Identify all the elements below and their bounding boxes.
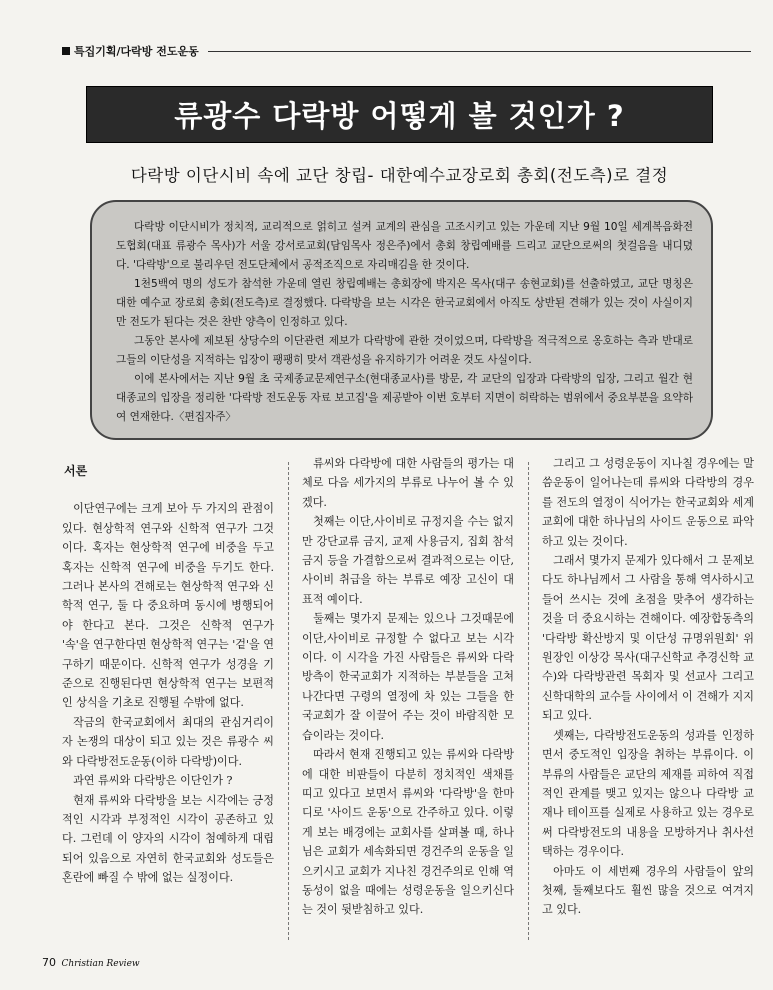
body-paragraph: 아마도 이 세번째 경우의 사람들이 앞의 첫째, 둘째보다도 훨씬 많을 것으로 여겨지고 있다. bbox=[542, 864, 754, 917]
body-paragraph: 그래서 몇가지 문제가 있다해서 그 문제보다도 하나님께서 그 사람을 통해 역사하시고 들어 쓰시는 것에 초점을 맞추어 생각하는 것을 더 중요시하는 견해이다. 예장합동측의 '다락방 확산방지 및 이단성 규명위원회' 위원장인 이상강 목사(대구신학교 추경신학 교수)와 다락방관련 목회자 및 선교사 그리고 신학대학의 교수들 사이에서 이 견해가 지지되고 있다. bbox=[542, 554, 754, 723]
body-paragraph: 류씨와 다락방에 대한 사람들의 평가는 대체로 다음 세가지의 부류로 나누어 볼 수 있겠다. bbox=[302, 457, 514, 509]
body-paragraph: 첫째는 이단,사이비로 규정지을 수는 없지만 강단교류 금지, 교제 사용금지, 집회 참석 금지 등을 가결함으로써 결과적으로는 이단,사이비 취급을 하는 부류로 예장 고신이 대표적 예이다. bbox=[302, 515, 514, 606]
summary-paragraph: 이에 본사에서는 지난 9월 초 국제종교문제연구소(현대종교사)를 방문, 각 교단의 입장과 다락방의 입장, 그리고 월간 현대종교의 입장을 정리한 '다락방 전도운동 자료 보고집'을 제공받아 이번 호부터 지면이 허락하는 범위에서 중요부분을 요약하여 연재한다.〈편집자주〉 bbox=[116, 373, 693, 423]
summary-paragraph: 그동안 본사에 제보된 상당수의 이단관련 제보가 다락방에 관한 것이었으며, 다락방을 적극적으로 옹호하는 측과 반대로 그들의 이단성을 지적하는 입장이 팽팽히 맞서 객관성을 유지하기가 어려운 것도 사실이다. bbox=[116, 335, 693, 366]
square-bullet-icon bbox=[62, 47, 70, 55]
body-paragraph: 과연 류씨와 다락방은 이단인가 ? bbox=[73, 774, 233, 788]
body-column-2 bbox=[302, 454, 514, 949]
body-paragraph: 셋째는, 다락방전도운동의 성과를 인정하면서 중도적인 입장을 취하는 부류이다. 이 부류의 사람들은 교단의 제재를 피하여 직접적인 관계를 맺고 있지는 않으나 다락방 교재나 테이프를 실제로 사용하고 있는 경우로써 다락방전도의 내용을 모방하거나 취사선택하는 경우이다. bbox=[542, 728, 754, 859]
section-label bbox=[62, 43, 199, 59]
summary-paragraph: 다락방 이단시비가 정치적, 교리적으로 얽히고 설켜 교계의 관심을 고조시키고 있는 가운데 지난 9월 10일 세계복음화전도협회(대표 류광수 목사)가 서울 강서로교회(담임목사 정은주)에서 총회 창립예배를 드리고 교단으로써의 첫걸음을 내디뎠다. '다락방'으로 불리우던 전도단체에서 공적조직으로 자리매김을 한 것이다. bbox=[116, 221, 693, 271]
body-column-3 bbox=[542, 454, 754, 949]
section-rule bbox=[208, 51, 751, 52]
column-divider bbox=[528, 462, 529, 940]
column-divider bbox=[288, 462, 289, 940]
editor-summary-box bbox=[90, 200, 713, 440]
summary-paragraph: 1천5백여 명의 성도가 참석한 가운데 열린 창립예배는 총회장에 박지은 목사(대구 송현교회)를 선출하였고, 교단 명칭은 대한 예수교 장로회 총회(전도측)로 결정했다. 다락방을 보는 시각은 한국교회에서 아직도 상반된 견해가 있는 것이 사실이지만 전도가 된다는 것은 찬반 양측이 인정하고 있다. bbox=[116, 278, 693, 328]
body-paragraph: 현재 류씨와 다락방을 보는 시각에는 긍정적인 시각과 부정적인 시각이 공존하고 있다. 그런데 이 양자의 시각이 첨예하게 대립되어 있음으로 자연히 한국교회와 성도들은 혼란에 빠질 수 밖에 없는 실정이다. bbox=[62, 793, 274, 885]
body-paragraph: 이단연구에는 크게 보아 두 가지의 관점이 있다. 현상학적 연구와 신학적 연구가 그것이다. 혹자는 현상학적 연구에 비중을 두고 혹자는 신학적 연구에 비중을 두기도 한다. 그러나 본사의 견해로는 현상학적 연구와 신학적 연구, 둘 다 중요하며 동시에 병행되어야 한다고 본다. 그것은 신학적 연구가 '속'을 연구한다면 현상학적 연구는 '겉'을 연구하기 때문이다. 신학적 연구가 성경을 기준으로 진행된다면 현상학적 연구는 보편적인 상식을 기초로 진행될 수밖에 없다. bbox=[62, 502, 274, 710]
body-column-1 bbox=[62, 454, 274, 949]
body-paragraph: 그리고 그 성령운동이 지나칠 경우에는 말씀운동이 일어나는데 류씨와 다락방의 경우를 전도의 열정이 식어가는 한국교회와 세계교회에 대한 하나님의 사이드 운동으로 파악하고 있는 것이다. bbox=[542, 457, 754, 548]
body-paragraph: 둘째는 몇가지 문제는 있으나 그것때문에 이단,사이비로 규정할 수 없다고 보는 시각이다. 이 시각을 가진 사람들은 류씨와 다락방측이 한국교회가 지적하는 부분들을 고쳐나간다면 구령의 열정에 차 있는 그들을 한국교회가 잘 이끌어 주는 것이 바람직한 모습이라는 것이다. bbox=[302, 612, 514, 742]
magazine-name: Christian Review bbox=[61, 959, 140, 969]
section-label-text: 특집기획/다락방 전도운동 bbox=[74, 45, 199, 58]
article-subtitle: 다락방 이단시비 속에 교단 창립- 대한예수교장로회 총회(전도측)로 결정 bbox=[130, 166, 669, 185]
section-heading-introduction: 서론 bbox=[64, 464, 88, 478]
article-title: 류광수 다락방 어떻게 볼 것인가 ? bbox=[86, 86, 713, 143]
body-paragraph: 따라서 현재 진행되고 있는 류씨와 다락방에 대한 비판들이 다분히 정치적인 색채를 띠고 있다고 보면서 류씨와 '다락방'을 한마디로 '사이드 운동'으로 간주하고 있다. 이렇게 보는 배경에는 교회사를 살펴볼 때, 하나님은 교회가 세속화되면 경건주의 운동을 일으키시고 교회가 지나친 경건주의로 인해 역동성이 없을 때에는 성령운동을 일으키신다는 것이 뒷받침하고 있다. bbox=[302, 748, 514, 917]
article-body bbox=[62, 454, 752, 949]
body-paragraph: 작금의 한국교회에서 최대의 관심거리이자 논쟁의 대상이 되고 있는 것은 류광수 씨와 다락방전도운동(이하 다락방)이다. bbox=[62, 715, 274, 768]
page-number: 70 bbox=[42, 956, 56, 969]
page-footer bbox=[42, 956, 140, 969]
